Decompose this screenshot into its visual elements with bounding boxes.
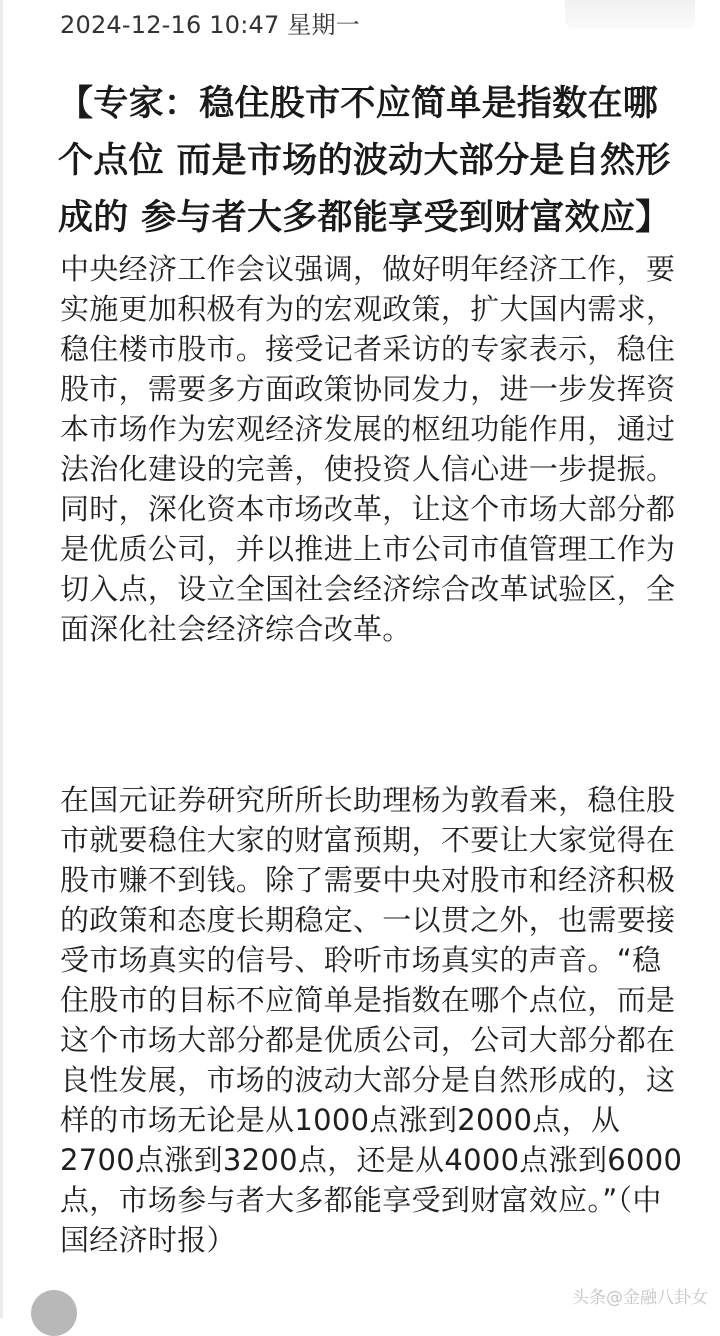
top-status-blur	[565, 0, 695, 28]
article-paragraph-1: 中央经济工作会议强调，做好明年经济工作，要实施更加积极有为的宏观政策，扩大国内需求，稳住楼市股市。接受记者采访的专家表示，稳住股市，需要多方面政策协同发力，进一步发挥资本市场作为宏观经济发展的枢纽功能作用，通过法治化建设的完善，使投资人信心进一步提振。同时，深化资本市场改革，让这个市场大部分都是优质公司，并以推进上市公司市值管理工作为切入点，设立全国社会经济综合改革试验区，全面深化社会经济综合改革。	[60, 252, 676, 646]
source-watermark: 头条@金融八卦女	[572, 1288, 708, 1308]
article-paragraph-2: 在国元证券研究所所长助理杨为敦看来，稳住股市就要稳住大家的财富预期，不要让大家觉得在股市赚不到钱。除了需要中央对股市和经济积极的政策和态度长期稳定、一以贯之外，也需要接受市场真实的信号、聆听市场真实的声音。“稳住股市的目标不应简单是指数在哪个点位，而是这个市场大部分都是优质公司，公司大部分都在良性发展，市场的波动大部分是自然形成的，这样的市场无论是从1000点涨到2000点，从2700点涨到3200点，还是从4000点涨到6000点，市场参与者大多都能享受到财富效应。”（中国经济时报）	[60, 783, 683, 1257]
avatar	[31, 1290, 77, 1336]
post-datetime: 2024-12-16 10:47 星期一	[60, 11, 360, 39]
article-headline: 【专家：稳住股市不应简单是指数在哪个点位 而是市场的波动大部分是自然形成的 参与者大多都能享受到财富效应】	[58, 84, 671, 238]
